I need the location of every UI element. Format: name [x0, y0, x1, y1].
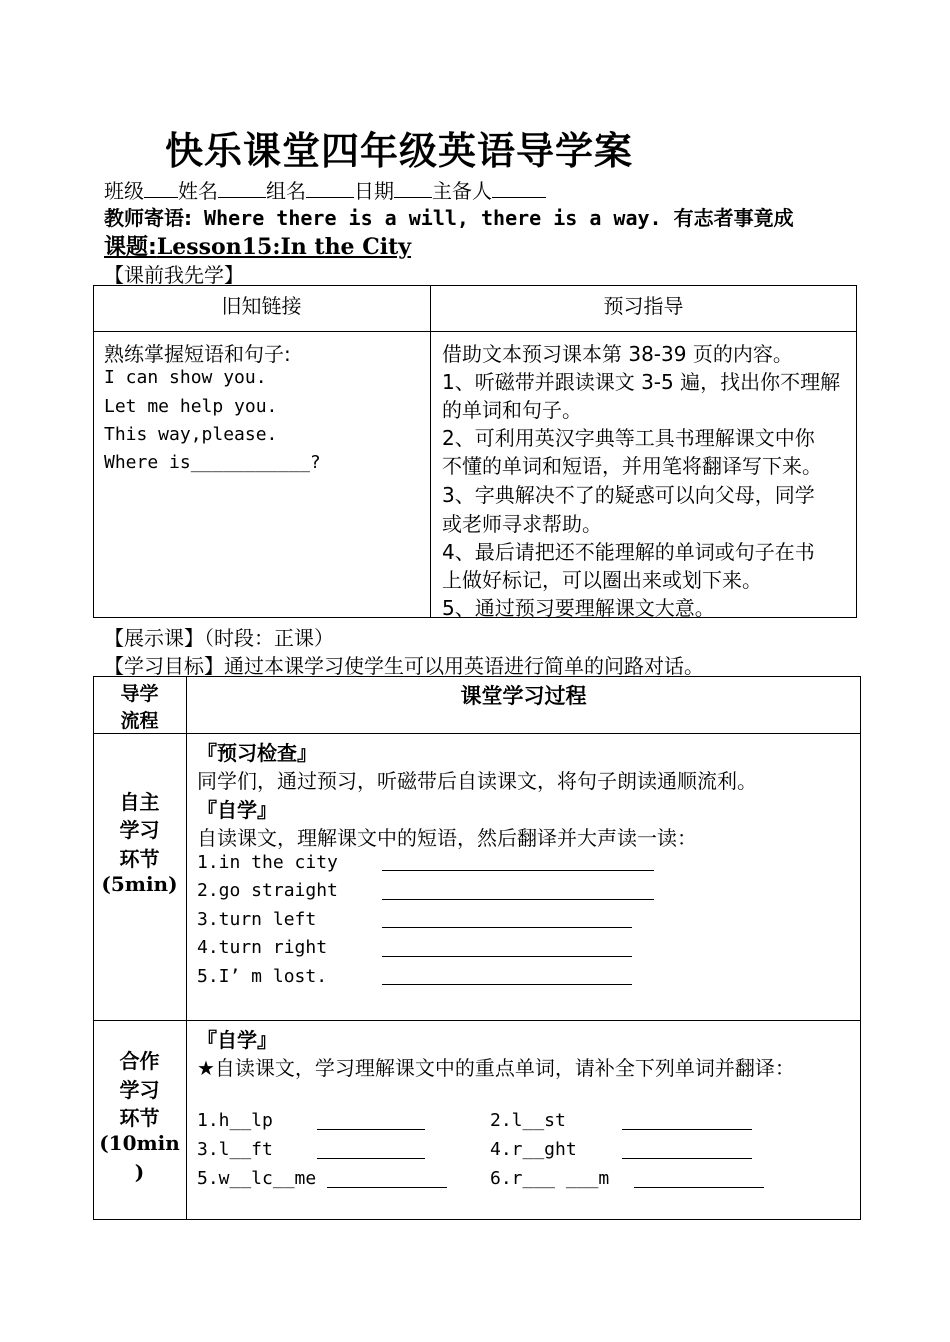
word-item: 4.r__ght	[490, 1139, 577, 1160]
word-item: 6.r___ ___m	[490, 1168, 610, 1189]
word-item: 1.h__lp	[197, 1110, 273, 1131]
row2-label-line: (10min	[99, 1131, 180, 1155]
preview-check-title: 『预习检查』	[197, 741, 317, 765]
teacher-words-label: 教师寄语:	[104, 206, 192, 230]
answer-line[interactable]	[382, 984, 632, 985]
coop-instructions: ★自读课文，学习理解课文中的重点单词，请补全下列单词并翻译：	[197, 1056, 795, 1080]
answer-line[interactable]	[382, 899, 654, 900]
answer-line[interactable]	[317, 1158, 425, 1159]
guide-line: 的单词和句子。	[442, 398, 582, 422]
guide-line: 或老师寻求帮助。	[442, 512, 602, 536]
row1-label-line: 学习	[119, 818, 160, 842]
old-knowledge-line: 熟练掌握短语和句子:	[104, 342, 291, 366]
group-blank[interactable]	[306, 177, 354, 198]
process-col1-header-line1: 导学	[120, 683, 159, 705]
coop-self-study-title: 『自学』	[197, 1028, 277, 1052]
answer-line[interactable]	[622, 1158, 752, 1159]
row2-label-line: 环节	[119, 1106, 160, 1130]
answer-line[interactable]	[317, 1129, 425, 1130]
teacher-words-text: Where there is a will, there is a way. 有志者事竟成	[192, 206, 794, 230]
topic-label: 课题:	[104, 235, 157, 260]
phrase-item: 1.in the city	[197, 852, 338, 873]
teacher-words	[104, 202, 794, 231]
answer-line[interactable]	[382, 870, 654, 871]
guide-line: 5、通过预习要理解课文大意。	[442, 596, 715, 620]
phrase-item: 3.turn left	[197, 909, 317, 930]
row1-label-line: 自主	[119, 790, 160, 814]
answer-line[interactable]	[634, 1187, 764, 1188]
phrase-item: 5.I’ m lost.	[197, 966, 328, 987]
word-item: 2.l__st	[490, 1110, 566, 1131]
preview-col1-header: 旧知链接	[221, 294, 302, 318]
topic	[104, 230, 411, 261]
guide-line: 3、字典解决不了的疑惑可以向父母，同学	[442, 483, 815, 507]
row1-label-line: 环节	[119, 847, 160, 871]
old-knowledge-line: I can show you.	[104, 367, 267, 388]
answer-line[interactable]	[382, 956, 632, 957]
old-knowledge-line: Where is___________?	[104, 452, 321, 473]
process-col2-header: 课堂学习过程	[460, 684, 587, 708]
page-title: 快乐课堂四年级英语导学案	[165, 129, 634, 173]
group-label: 组名	[266, 179, 306, 203]
name-label: 姓名	[178, 179, 218, 203]
row2-label-line: 合作	[119, 1049, 160, 1073]
process-col1-header-line2: 流程	[120, 710, 159, 732]
preparer-label: 主备人	[432, 179, 492, 203]
phrase-item: 2.go straight	[197, 880, 338, 901]
row2-label-line: 学习	[119, 1078, 160, 1102]
self-study-title: 『自学』	[197, 798, 277, 822]
old-knowledge-line: This way,please.	[104, 424, 278, 445]
guide-line: 1、听磁带并跟读课文 3-5 遍，找出你不理解	[442, 370, 841, 394]
topic-text: Lesson15:In the City	[156, 234, 412, 260]
guide-line: 借助文本预习课本第 38-39 页的内容。	[442, 342, 793, 366]
row1-label-line: (5min)	[101, 872, 178, 896]
class-blank[interactable]	[144, 177, 178, 198]
word-item: 5.w__lc__me	[197, 1168, 317, 1189]
answer-line[interactable]	[382, 927, 632, 928]
answer-line[interactable]	[622, 1129, 752, 1130]
guide-line: 4、最后请把还不能理解的单词或句子在书	[442, 540, 815, 564]
guide-line: 上做好标记，可以圈出来或划下来。	[442, 568, 762, 592]
preview-check-text: 同学们，通过预习，听磁带后自读课文，将句子朗读通顺流利。	[197, 769, 757, 793]
learning-goal: 【学习目标】通过本课学习使学生可以用英语进行简单的问路对话。	[104, 654, 704, 678]
self-study-text: 自读课文，理解课文中的短语，然后翻译并大声读一读：	[197, 826, 697, 850]
date-label: 日期	[354, 179, 394, 203]
name-blank[interactable]	[218, 177, 266, 198]
class-label: 班级	[104, 179, 144, 203]
info-line	[104, 175, 546, 204]
guide-line: 不懂的单词和短语，并用笔将翻译写下来。	[442, 454, 822, 478]
preview-section-label: 【课前我先学】	[104, 263, 244, 287]
phrase-item: 4.turn right	[197, 937, 328, 958]
old-knowledge-line: Let me help you.	[104, 396, 278, 417]
show-section-label: 【展示课】（时段：正课）	[104, 626, 334, 650]
date-blank[interactable]	[394, 177, 432, 198]
row2-label-line: )	[134, 1160, 145, 1184]
word-item: 3.l__ft	[197, 1139, 273, 1160]
guide-line: 2、可利用英汉字典等工具书理解课文中你	[442, 426, 815, 450]
preview-col2-header: 预习指导	[603, 294, 684, 318]
answer-line[interactable]	[327, 1187, 447, 1188]
preparer-blank[interactable]	[492, 177, 546, 198]
